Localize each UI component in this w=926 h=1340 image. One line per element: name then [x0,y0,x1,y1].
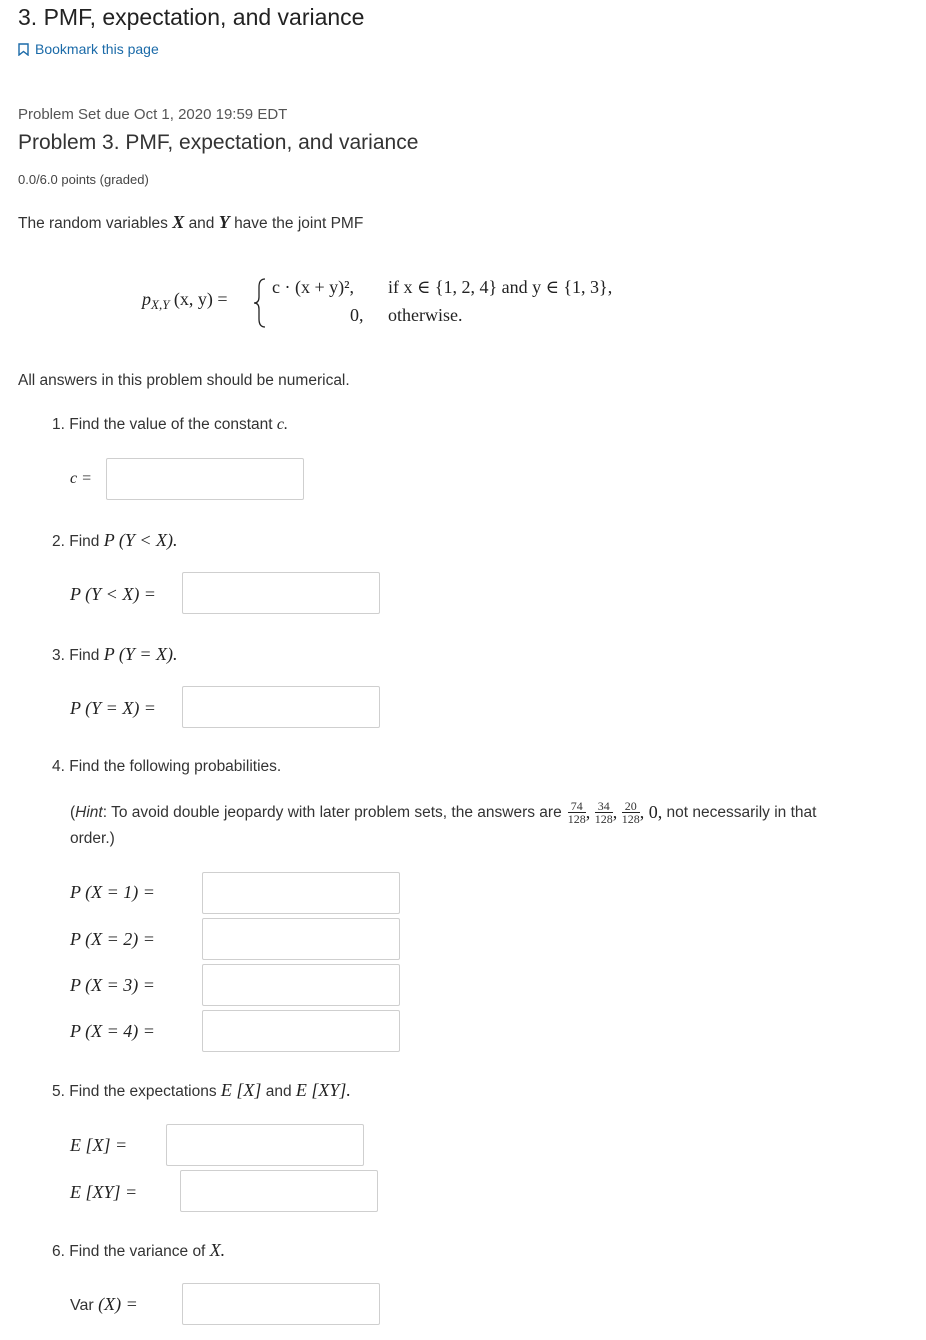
hint-fraction: $\frac{34}{128}$ [594,799,613,826]
bookmark-link[interactable] [18,41,159,57]
px1-label: P (X = 1) = [70,882,155,902]
px3-label: P (X = 3) = [70,975,155,995]
pmf-lhs: $p_{X,Y}$ (x, y) = [142,289,228,313]
question-5: 5. Find the expectations E [X] and E [XY]. [52,1080,351,1100]
var-input[interactable] [182,1283,380,1325]
ex-label: E [X] = [70,1135,128,1155]
exy-input[interactable] [180,1170,378,1212]
case1-condition: if x ∈ {1, 2, 4} and y ∈ {1, 3}, [388,277,613,297]
question-6: 6. Find the variance of X. [52,1240,226,1260]
problem-title: Problem 3. PMF, expectation, and variance [18,131,419,154]
px1-input[interactable] [202,872,400,914]
hint-fraction: $\frac{74}{128}$ [567,799,586,826]
q1-label: c = [70,470,92,487]
numeric-note: All answers in this problem should be numerical. [18,372,350,389]
question-3: 3. Find P (Y = X). [52,644,178,664]
bookmark-icon [18,43,29,56]
ex-input[interactable] [166,1124,364,1166]
question-4: 4. Find the following probabilities. [52,758,282,775]
intro-text: The random variables X and Y have the joint PMF [18,212,364,232]
q2-label: P (Y < X) = [70,584,156,604]
due-date: Problem Set due Oct 1, 2020 19:59 EDT [18,106,288,123]
exy-label: E [XY] = [70,1182,138,1202]
c-input[interactable] [106,458,304,500]
px2-label: P (X = 2) = [70,929,155,949]
p-y-less-x-input[interactable] [182,572,380,614]
hint-text: ( Hint : To avoid double jeopardy with later problem sets, the answers are $\frac{74}{128}$ , $\frac{34}{128}$ , $\frac{20}{128}$ , 0, not necessarily in that [70,799,817,826]
px2-input[interactable] [202,918,400,960]
hint-text-end: order.) [70,830,115,847]
case1-expr: c · (x + y)², [272,277,355,297]
px4-input[interactable] [202,1010,400,1052]
page-title: 3. PMF, expectation, and variance [18,4,365,30]
px3-input[interactable] [202,964,400,1006]
case2-expr: 0, [350,305,364,325]
p-y-equal-x-input[interactable] [182,686,380,728]
bookmark-label: Bookmark this page [35,41,159,57]
question-1: 1. Find the value of the constant c. [52,416,289,433]
px4-label: P (X = 4) = [70,1021,155,1041]
case2-condition: otherwise. [388,305,463,325]
points-status: 0.0/6.0 points (graded) [18,172,149,187]
hint-fraction: $\frac{20}{128}$ [621,799,640,826]
var-label: Var (X) = [70,1294,138,1314]
question-2: 2. Find P (Y < X). [52,530,178,550]
brace-icon [252,277,268,329]
q3-label: P (Y = X) = [70,698,156,718]
